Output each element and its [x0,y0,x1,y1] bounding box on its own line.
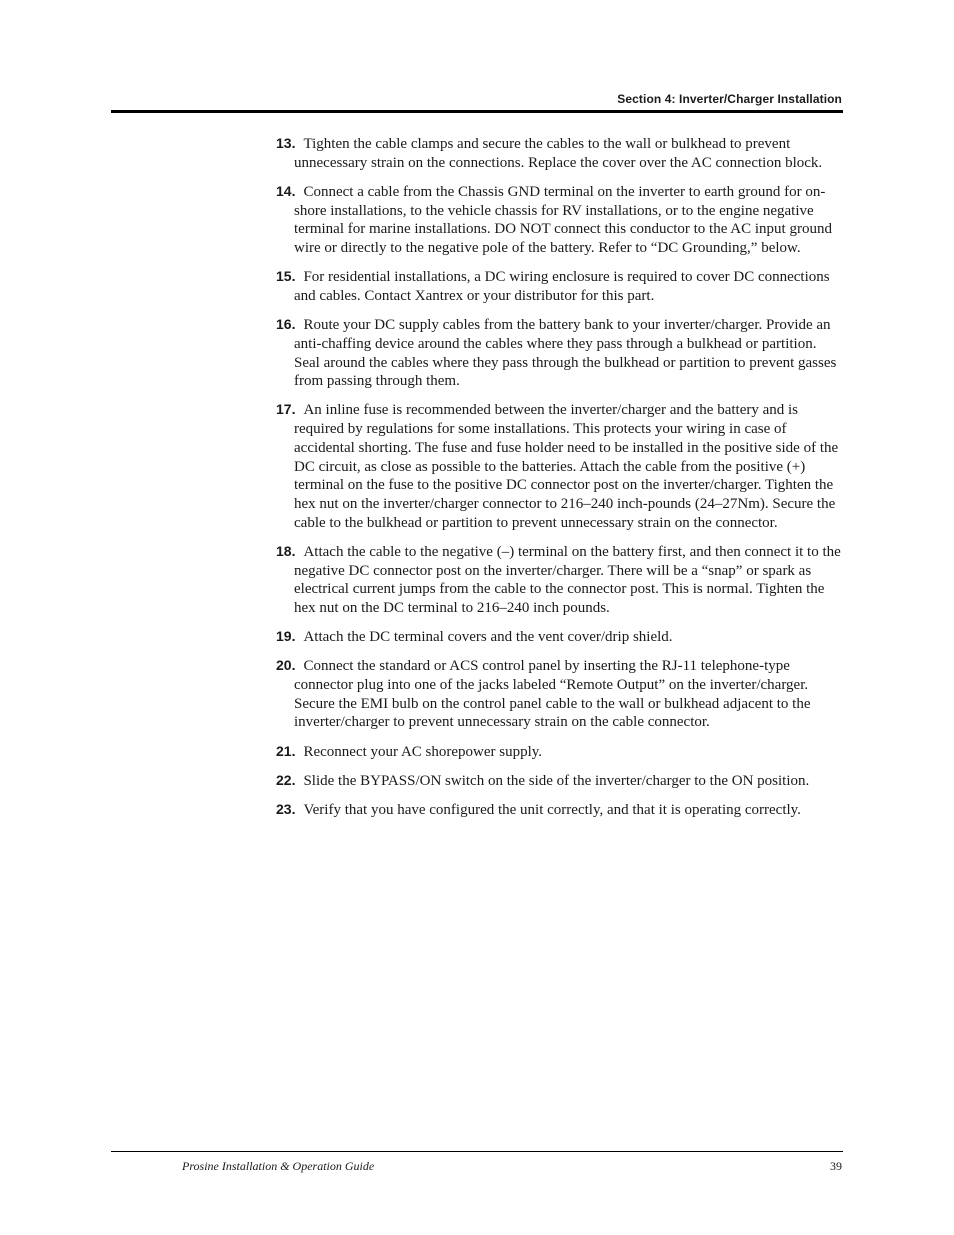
page-number: 39 [830,1159,842,1173]
step-number: 19. [276,628,296,645]
step-number: 16. [276,316,296,333]
step-text: Connect the standard or ACS control panel by inserting the RJ-11 telephone-type connector plug into one of the jacks labeled “Remote Output” on the inverter/charger. Secure the EMI bulb on the control panel cable to the wall or bulkhead adjacent to the inverter/charger to prevent unnecessary strain on the cable connector. [294,658,811,731]
step-15 [276,267,846,305]
step-number: 20. [276,657,296,674]
step-text: For residential installations, a DC wiring enclosure is required to cover DC connections and cables. Contact Xantrex or your distributor for this part. [294,269,830,304]
step-19 [276,627,846,647]
step-text: Slide the BYPASS/ON switch on the side of the inverter/charger to the ON position. [303,772,810,789]
step-number: 23. [276,801,296,818]
step-number: 15. [276,268,296,285]
step-text: Verify that you have configured the unit correctly, and that it is operating correctly. [303,802,801,819]
footer-divider [111,1151,843,1152]
step-text: An inline fuse is recommended between the inverter/charger and the battery and is required by regulations for some installations. This protects your wiring in case of accidental shorting. The fuse and fuse holder need to be installed in the positive side of the DC circuit, as close as possible to the batteries. Attach the cable from the positive (+) terminal on the fuse to the positive DC connector post on the inverter/charger. Tighten the hex nut on the inverter/charger connector to 216–240 inch-pounds (24–27Nm). Secure the cable to the bulkhead or partition to prevent unnecessary strain on the connector. [294,402,839,531]
instruction-steps [276,134,846,829]
step-18 [276,542,846,618]
step-text: Tighten the cable clamps and secure the cables to the wall or bulkhead to prevent unnecessary strain on the connections. Replace the cover over the AC connection block. [294,136,823,171]
step-text: Attach the DC terminal covers and the vent cover/drip shield. [303,629,673,646]
header-divider [111,110,843,113]
step-21 [276,742,846,762]
step-20 [276,656,846,732]
step-number: 14. [276,182,296,199]
step-text: Reconnect your AC shorepower supply. [303,743,543,760]
section-title: Section 4: Inverter/Charger Installation [617,92,842,106]
step-16 [276,315,846,391]
footer-guide-title: Prosine Installation & Operation Guide [182,1159,375,1173]
step-text: Connect a cable from the Chassis GND terminal on the inverter to earth ground for on-shore installations, to the vehicle chassis for RV installations, or to the engine negative terminal for marine installations. DO NOT connect this conductor to the AC input ground wire or directly to the negative pole of the battery. Refer to “DC Grounding,” below. [294,183,832,257]
step-text: Route your DC supply cables from the battery bank to your inverter/charger. Provide an anti-chaffing device around the cables where they pass through a bulkhead or partition. Seal around the cables where they pass through the bulkhead or partition to prevent gasses from passing through them. [294,317,837,390]
step-number: 17. [276,401,296,418]
step-number: 21. [276,742,296,759]
step-23 [276,800,846,820]
step-22 [276,771,846,791]
step-17 [276,400,846,532]
step-number: 22. [276,771,296,788]
step-number: 18. [276,542,296,559]
step-number: 13. [276,135,296,151]
step-text: Attach the cable to the negative (–) terminal on the battery first, and then connect it to the negative DC connector post on the inverter/charger. There will be a “snap” or spark as electrical current jumps from the cable to the connector post. This is normal. Tighten the hex nut on the DC terminal to 216–240 inch pounds. [294,543,841,616]
step-13 [276,134,846,172]
step-14 [276,182,846,258]
